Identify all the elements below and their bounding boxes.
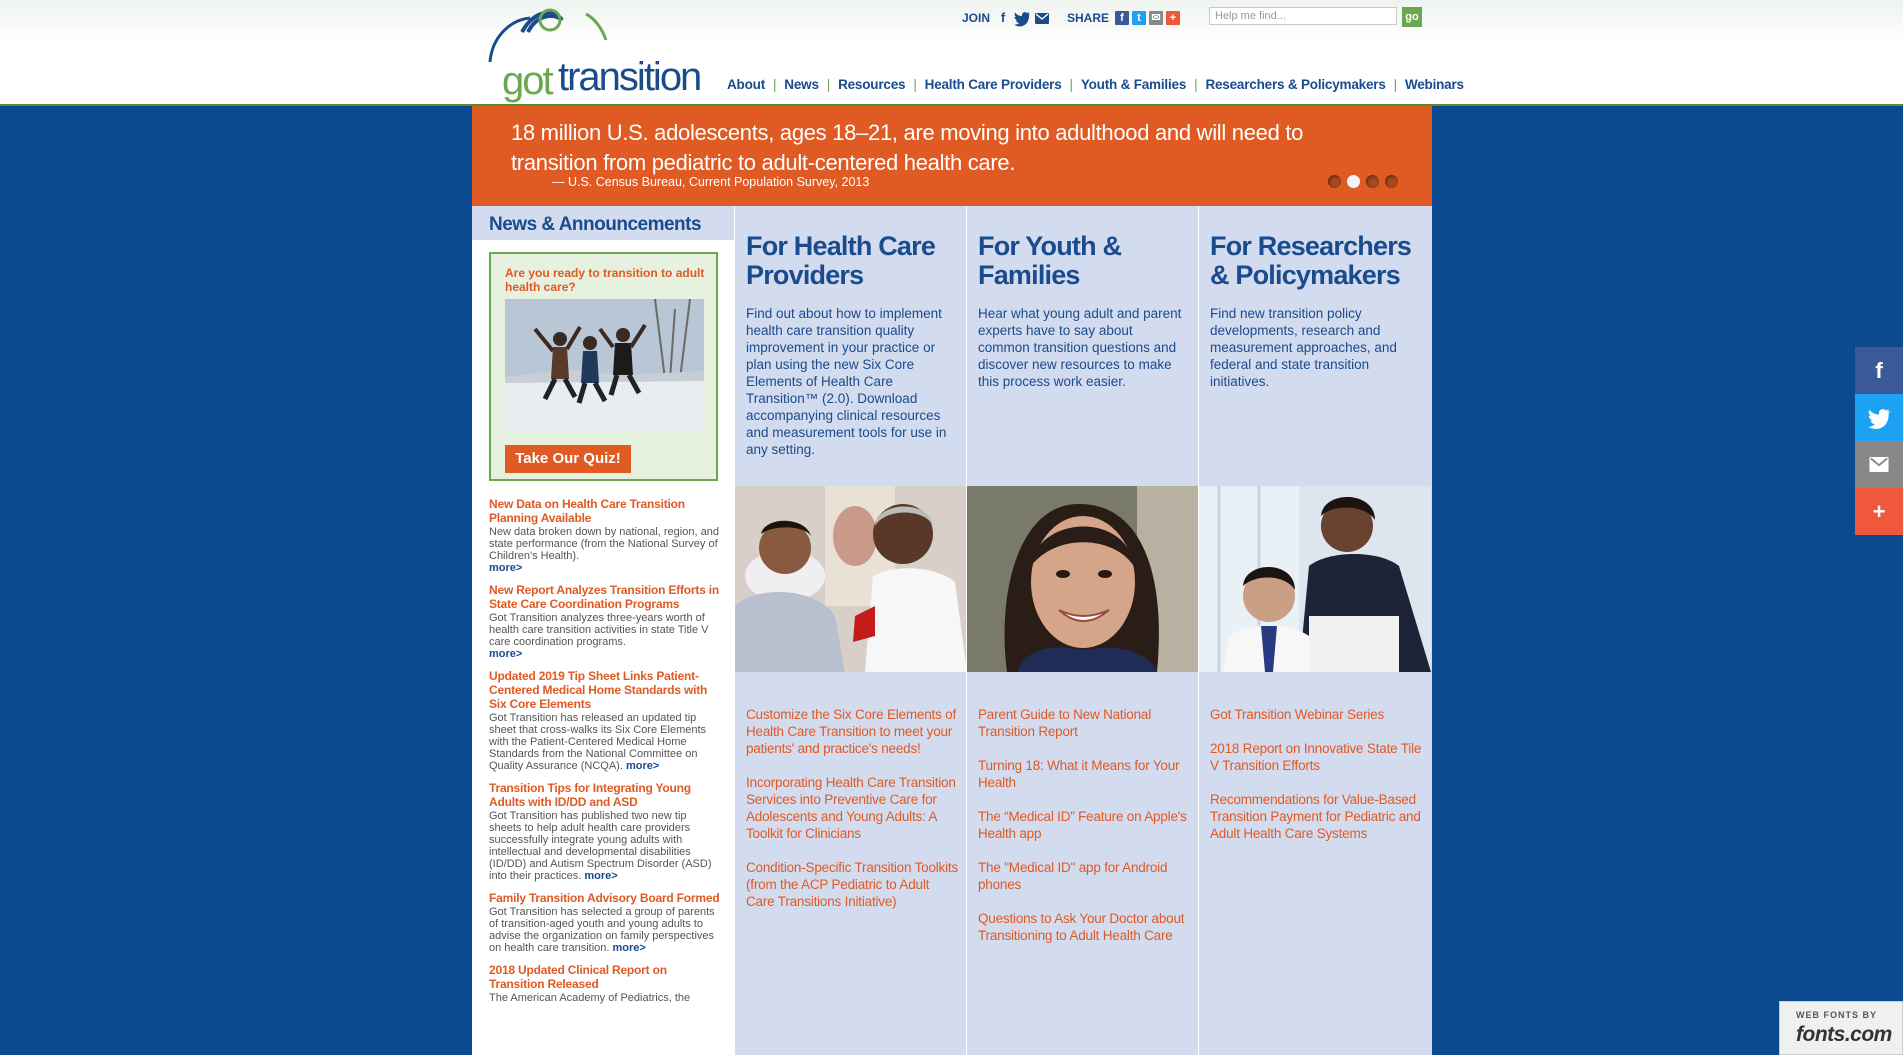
nav-separator: | xyxy=(1069,77,1073,92)
main-nav xyxy=(727,77,1464,92)
take-quiz-button[interactable]: Take Our Quiz! xyxy=(505,445,631,473)
quiz-question: Are you ready to transition to adult health care? xyxy=(505,266,705,294)
news-more-link[interactable]: more> xyxy=(625,760,660,772)
resource-link[interactable]: The “Medical ID” Feature on Apple's Health app xyxy=(978,809,1187,841)
banner-quote: 18 million U.S. adolescents, ages 18–21, are moving into adulthood and will need to transition from pediatric to adult-centered health care. xyxy=(511,120,1304,175)
news-item xyxy=(489,583,721,660)
news-more-link[interactable]: more> xyxy=(584,870,618,882)
got-transition-logo[interactable] xyxy=(482,2,701,103)
float-twitter-button[interactable] xyxy=(1855,394,1903,441)
news-title[interactable]: Transition Tips for Integrating Young Adults with ID/DD and ASD xyxy=(489,781,691,809)
column-desc: Find new transition policy developments, research and measurement approaches, and federal and state transition initiatives. xyxy=(1210,306,1397,389)
nav-separator: | xyxy=(913,77,917,92)
column-title[interactable]: For Youth & Families xyxy=(978,231,1122,290)
column-researchers-policymakers xyxy=(1198,206,1433,1055)
resource-link[interactable]: Incorporating Health Care Transition Services into Preventive Care for Adolescents and Young Adults: A Toolkit for Clinicians xyxy=(746,775,956,841)
facebook-icon: f xyxy=(1875,357,1883,383)
news-item xyxy=(489,963,721,1004)
news-desc: Got Transition has published two new tip sheets to help adult health care providers successfully integrate young adults with intellectual and developmental disabilities (ID/DD) and Autism Spectrum Disorder (ASD) into their practices. xyxy=(489,810,712,882)
news-desc: The American Academy of Pediatrics, the xyxy=(489,992,691,1004)
professionals-photo xyxy=(1199,486,1431,672)
news-more-link[interactable]: more> xyxy=(489,562,523,574)
banner-citation: — U.S. Census Bureau, Current Population Survey, 2013 xyxy=(552,175,870,189)
fonts-badge-line1: WEB FONTS BY xyxy=(1796,1010,1877,1020)
news-item xyxy=(489,781,721,882)
fonts-com-badge[interactable] xyxy=(1779,1001,1903,1055)
news-title[interactable]: New Report Analyzes Transition Efforts in State Care Coordination Programs xyxy=(489,583,720,611)
news-list xyxy=(489,497,721,1013)
news-desc: Got Transition has selected a group of parents of transition-aged youth and young adults to advise the organization on family perspectives on health care transition. xyxy=(489,906,715,954)
news-title[interactable]: Updated 2019 Tip Sheet Links Patient-Centered Medical Home Standards with Six Core Elements xyxy=(489,669,708,711)
nav-separator: | xyxy=(1194,77,1198,92)
nav-youth-families[interactable]: Youth & Families xyxy=(1080,77,1187,92)
join-bar xyxy=(962,8,1049,28)
resource-link[interactable]: Got Transition Webinar Series xyxy=(1210,707,1385,722)
svg-text:got: got xyxy=(502,59,552,103)
column-youth-families xyxy=(966,206,1198,1055)
resource-link[interactable]: Questions to Ask Your Doctor about Transitioning to Adult Health Care xyxy=(978,911,1185,943)
svg-text:transition: transition xyxy=(558,55,701,99)
share-facebook-icon[interactable]: f xyxy=(1115,11,1129,25)
hero-banner xyxy=(472,106,1432,206)
news-desc: Got Transition has released an updated tip sheet that cross-walks its Six Core Elements with the Patient-Centered Medical Home Standards from the National Committee on Quality Assurance (NCQA). xyxy=(489,712,707,772)
column-title[interactable]: For Health Care Providers xyxy=(746,231,936,290)
nav-researchers-policymakers[interactable]: Researchers & Policymakers xyxy=(1205,77,1386,92)
column-links xyxy=(978,706,1190,961)
news-desc: New data broken down by national, region, and state performance (from the National Survey of Children's Health). xyxy=(489,526,719,562)
resource-link[interactable]: Turning 18: What it Means for Your Health xyxy=(978,758,1180,790)
nav-separator: | xyxy=(826,77,831,92)
slider-dot[interactable] xyxy=(1328,175,1341,188)
slider-dot[interactable] xyxy=(1385,175,1398,188)
resource-link[interactable]: Condition-Specific Transition Toolkits (from the ACP Pediatric to Adult Care Transitions Initiative) xyxy=(746,860,959,909)
column-links xyxy=(746,706,958,927)
float-more-button[interactable] xyxy=(1855,488,1903,535)
news-title[interactable]: New Data on Health Care Transition Planning Available xyxy=(489,497,685,525)
quiz-box xyxy=(489,252,718,481)
column-desc: Find out about how to implement health care transition quality improvement in your practice or plan using the new Six Core Elements of Health Care Transition™ (2.0). Download accompanying clinical resources and measurement tools for use in any setting. xyxy=(746,306,947,457)
nav-health-care-providers[interactable]: Health Care Providers xyxy=(924,77,1062,92)
news-item xyxy=(489,497,721,574)
share-label: SHARE xyxy=(1067,11,1110,25)
slider-dots xyxy=(1328,175,1398,188)
news-title[interactable]: Family Transition Advisory Board Formed xyxy=(489,891,720,905)
facebook-icon[interactable]: f xyxy=(1000,10,1006,25)
float-email-button[interactable] xyxy=(1855,441,1903,488)
nav-news[interactable]: News xyxy=(784,77,819,92)
nav-about[interactable]: About xyxy=(727,77,765,92)
share-bar xyxy=(1067,8,1180,28)
nav-resources[interactable]: Resources xyxy=(838,77,906,92)
news-item xyxy=(489,891,721,954)
news-sidebar xyxy=(472,206,734,1055)
resource-link[interactable]: Recommendations for Value-Based Transition Payment for Pediatric and Adult Health Care Systems xyxy=(1210,792,1421,841)
column-health-care-providers xyxy=(734,206,966,1055)
resource-link[interactable]: The "Medical ID" app for Android phones xyxy=(978,860,1168,892)
column-desc: Hear what young adult and parent experts have to say about common transition questions and discover new resources to make this process work easier. xyxy=(978,306,1182,389)
nav-separator: | xyxy=(772,77,777,92)
email-icon xyxy=(1869,457,1889,472)
resource-link[interactable]: 2018 Report on Innovative State Tile V Transition Efforts xyxy=(1210,741,1422,773)
sidebar-title: News & Announcements xyxy=(489,214,702,235)
plus-icon: + xyxy=(1872,498,1886,524)
slider-dot[interactable] xyxy=(1366,175,1379,188)
column-links xyxy=(1210,706,1422,859)
search-input[interactable]: Help me find... xyxy=(1209,7,1397,25)
float-facebook-button[interactable] xyxy=(1855,347,1903,394)
news-title[interactable]: 2018 Updated Clinical Report on Transition Released xyxy=(489,963,667,991)
share-plus-icon[interactable]: + xyxy=(1166,11,1180,25)
news-desc: Got Transition analyzes three-years worth of health care transition activities in state Title V care coordination programs. xyxy=(489,612,709,648)
search-go-button[interactable]: go xyxy=(1402,7,1422,27)
quiz-photo xyxy=(505,299,704,431)
email-icon[interactable] xyxy=(1035,13,1049,24)
slider-dot-active[interactable] xyxy=(1347,175,1360,188)
main-content xyxy=(472,106,1432,1055)
nav-separator: | xyxy=(1393,77,1397,92)
join-label: JOIN xyxy=(962,11,991,25)
twitter-icon xyxy=(1868,409,1890,427)
nav-webinars[interactable]: Webinars xyxy=(1404,77,1464,92)
news-item xyxy=(489,669,721,772)
site-header xyxy=(0,0,1903,106)
resource-link[interactable]: Customize the Six Core Elements of Health Care Transition to meet your patients' and practice's needs! xyxy=(746,707,957,756)
twitter-icon[interactable] xyxy=(1014,12,1030,25)
young-woman-photo xyxy=(967,486,1199,672)
column-title[interactable]: For Researchers & Policymakers xyxy=(1210,231,1412,290)
news-more-link[interactable]: more> xyxy=(489,648,523,660)
news-more-link[interactable]: more> xyxy=(612,942,646,954)
share-email-icon[interactable]: ✉ xyxy=(1149,11,1163,25)
provider-patient-photo xyxy=(735,486,967,672)
resource-link[interactable]: Parent Guide to New National Transition Report xyxy=(978,707,1151,739)
fonts-badge-line2: fonts.com xyxy=(1796,1023,1892,1046)
share-twitter-icon[interactable]: t xyxy=(1132,11,1146,25)
